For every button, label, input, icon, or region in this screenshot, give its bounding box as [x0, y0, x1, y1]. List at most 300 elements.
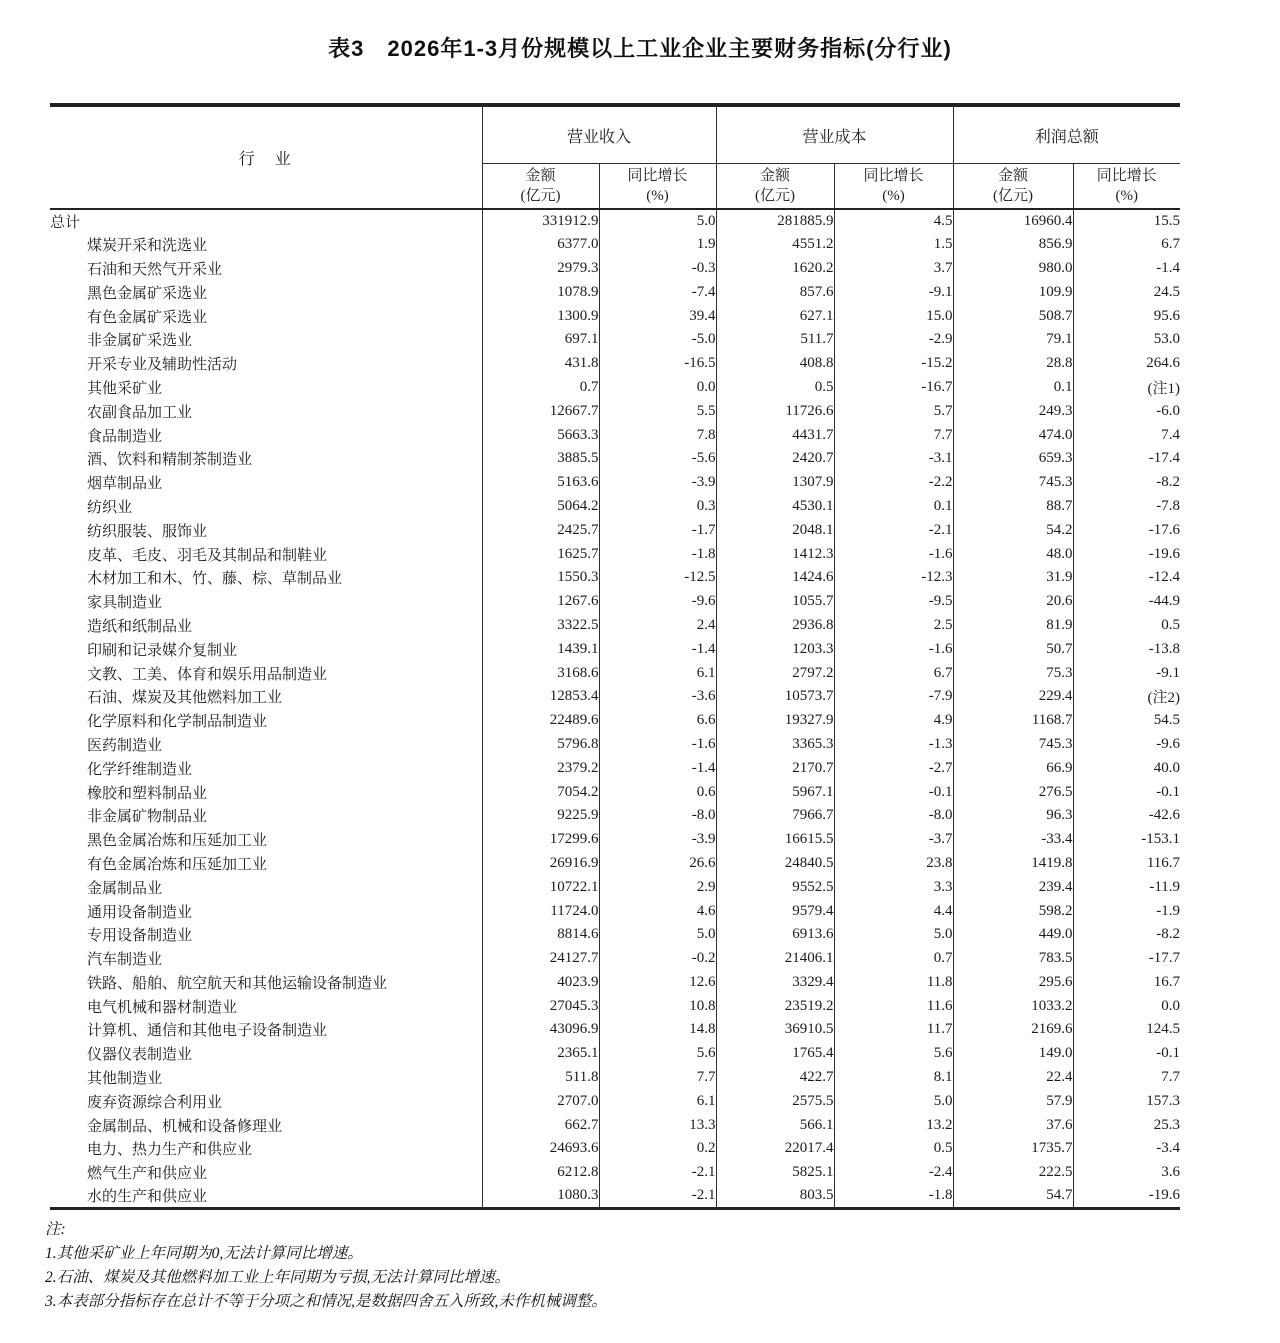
profit-growth-value: -13.8	[1073, 637, 1180, 661]
cost-amount-value: 23519.2	[716, 994, 834, 1018]
revenue-growth-value: 39.4	[599, 304, 716, 328]
table-row	[50, 899, 1180, 923]
revenue-amount-value: 1439.1	[482, 637, 599, 661]
profit-amount-value: 239.4	[953, 875, 1073, 899]
profit-amount-value: 856.9	[953, 233, 1073, 257]
industry-name: 皮革、毛皮、羽毛及其制品和制鞋业	[87, 547, 328, 564]
industry-name: 化学纤维制造业	[87, 761, 193, 778]
revenue-growth-value: 5.0	[599, 209, 716, 233]
cost-amount-value: 1412.3	[716, 542, 834, 566]
cost-growth-value: -2.7	[834, 756, 953, 780]
revenue-growth-value: 7.7	[599, 1066, 716, 1090]
table-row	[50, 971, 1180, 995]
revenue-amount-value: 17299.6	[482, 828, 599, 852]
cost-amount-value: 19327.9	[716, 709, 834, 733]
profit-growth-value: (注1)	[1073, 376, 1180, 400]
profit-amount-value: 980.0	[953, 257, 1073, 281]
cost-amount-value: 2575.5	[716, 1089, 834, 1113]
group-header-revenue: 营业收入	[482, 105, 716, 164]
cost-growth-value: -8.0	[834, 804, 953, 828]
cost-growth-value: -1.3	[834, 733, 953, 757]
profit-growth-value: -1.9	[1073, 899, 1180, 923]
revenue-growth-value: 0.3	[599, 495, 716, 519]
cost-amount-value: 22017.4	[716, 1137, 834, 1161]
profit-growth-value: -6.0	[1073, 399, 1180, 423]
cost-growth-value: -1.6	[834, 637, 953, 661]
cost-growth-value: -9.5	[834, 590, 953, 614]
table-row	[50, 209, 1180, 233]
cost-amount-value: 6913.6	[716, 923, 834, 947]
industry-name: 非金属矿采选业	[87, 333, 193, 350]
cost-amount-value: 2048.1	[716, 518, 834, 542]
profit-growth-value: -3.4	[1073, 1137, 1180, 1161]
profit-amount-value: 79.1	[953, 328, 1073, 352]
revenue-growth-value: -0.3	[599, 257, 716, 281]
cost-growth-value: 13.2	[834, 1113, 953, 1137]
cost-growth-value: 1.5	[834, 233, 953, 257]
profit-growth-value: -9.1	[1073, 661, 1180, 685]
profit-growth-value: -42.6	[1073, 804, 1180, 828]
revenue-growth-value: 12.6	[599, 971, 716, 995]
cost-growth-value: 0.7	[834, 947, 953, 971]
profit-amount-value: 37.6	[953, 1113, 1073, 1137]
profit-amount-value: 249.3	[953, 399, 1073, 423]
table-row	[50, 328, 1180, 352]
industry-name: 金属制品、机械和设备修理业	[87, 1118, 283, 1135]
table-row	[50, 923, 1180, 947]
industry-name: 纺织服装、服饰业	[87, 523, 208, 540]
industry-name: 水的生产和供应业	[87, 1189, 208, 1206]
revenue-growth-value: 14.8	[599, 1018, 716, 1042]
industry-name: 文教、工美、体育和娱乐用品制造业	[87, 666, 328, 683]
table-row	[50, 804, 1180, 828]
table-row	[50, 994, 1180, 1018]
industry-name: 其他采矿业	[87, 380, 163, 397]
industry-name: 金属制品业	[87, 880, 163, 897]
revenue-growth-value: 7.8	[599, 423, 716, 447]
growth-label: 同比增长	[1096, 168, 1157, 184]
revenue-amount-value: 5796.8	[482, 733, 599, 757]
revenue-amount-value: 697.1	[482, 328, 599, 352]
revenue-growth-value: 6.1	[599, 1089, 716, 1113]
revenue-amount-value: 1550.3	[482, 566, 599, 590]
cost-amount-value: 11726.6	[716, 399, 834, 423]
cost-amount-value: 4431.7	[716, 423, 834, 447]
industry-name: 农副食品加工业	[87, 404, 193, 421]
cost-amount-value: 1055.7	[716, 590, 834, 614]
cost-amount-value: 2936.8	[716, 614, 834, 638]
table-row	[50, 495, 1180, 519]
profit-growth-value: 54.5	[1073, 709, 1180, 733]
cost-amount-value: 3365.3	[716, 733, 834, 757]
cost-amount-value: 281885.9	[716, 209, 834, 233]
cost-growth-value: -2.4	[834, 1161, 953, 1185]
cost-amount-value: 4530.1	[716, 495, 834, 519]
profit-amount-value: 48.0	[953, 542, 1073, 566]
industry-name: 医药制造业	[87, 737, 163, 754]
profit-amount-value: 1419.8	[953, 852, 1073, 876]
profit-growth-value: -0.1	[1073, 780, 1180, 804]
table-row	[50, 471, 1180, 495]
industry-name: 专用设备制造业	[87, 928, 193, 945]
cost-growth-value: 4.5	[834, 209, 953, 233]
profit-amount-value: 31.9	[953, 566, 1073, 590]
table-row	[50, 1042, 1180, 1066]
table-row	[50, 1089, 1180, 1113]
revenue-amount-value: 3885.5	[482, 447, 599, 471]
table-row	[50, 637, 1180, 661]
profit-growth-value: 6.7	[1073, 233, 1180, 257]
revenue-amount-value: 26916.9	[482, 852, 599, 876]
profit-growth-value: 53.0	[1073, 328, 1180, 352]
growth-unit-label: (%)	[1115, 188, 1139, 204]
profit-amount-value: 449.0	[953, 923, 1073, 947]
cost-growth-header	[834, 164, 953, 210]
cost-growth-value: -7.9	[834, 685, 953, 709]
profit-growth-value: 16.7	[1073, 971, 1180, 995]
cost-growth-value: 4.4	[834, 899, 953, 923]
profit-growth-value: 24.5	[1073, 280, 1180, 304]
footnotes	[45, 1218, 1280, 1314]
table-row	[50, 257, 1180, 281]
table-body	[50, 209, 1180, 1208]
table-row	[50, 828, 1180, 852]
profit-growth-value: -153.1	[1073, 828, 1180, 852]
industry-name: 印刷和记录媒介复制业	[87, 642, 238, 659]
cost-growth-value: -9.1	[834, 280, 953, 304]
page-title: 表3 2026年1-3月份规模以上工业企业主要财务指标(分行业)	[328, 36, 952, 61]
profit-amount-value: 659.3	[953, 447, 1073, 471]
profit-amount-value: 783.5	[953, 947, 1073, 971]
profit-growth-value: -44.9	[1073, 590, 1180, 614]
cost-amount-value: 5967.1	[716, 780, 834, 804]
cost-growth-value: 7.7	[834, 423, 953, 447]
industry-name: 化学原料和化学制品制造业	[87, 714, 268, 731]
profit-growth-value: 7.4	[1073, 423, 1180, 447]
revenue-growth-value: 0.2	[599, 1137, 716, 1161]
profit-growth-value: 25.3	[1073, 1113, 1180, 1137]
cost-amount-header	[716, 164, 834, 210]
profit-growth-value: (注2)	[1073, 685, 1180, 709]
profit-growth-value: -7.8	[1073, 495, 1180, 519]
cost-growth-value: -1.8	[834, 1185, 953, 1209]
profit-growth-value: 264.6	[1073, 352, 1180, 376]
table-row	[50, 1185, 1180, 1209]
profit-amount-value: 20.6	[953, 590, 1073, 614]
cost-growth-value: 11.7	[834, 1018, 953, 1042]
revenue-amount-value: 2379.2	[482, 756, 599, 780]
profit-amount-value: 222.5	[953, 1161, 1073, 1185]
table-row	[50, 280, 1180, 304]
cost-amount-value: 857.6	[716, 280, 834, 304]
profit-amount-value: 508.7	[953, 304, 1073, 328]
revenue-amount-value: 24127.7	[482, 947, 599, 971]
revenue-amount-value: 511.8	[482, 1066, 599, 1090]
cost-amount-value: 1620.2	[716, 257, 834, 281]
table-row	[50, 661, 1180, 685]
profit-amount-value: -33.4	[953, 828, 1073, 852]
revenue-amount-value: 331912.9	[482, 209, 599, 233]
growth-unit-label: (%)	[882, 188, 905, 204]
table-row	[50, 756, 1180, 780]
cost-growth-value: -2.9	[834, 328, 953, 352]
profit-amount-value: 474.0	[953, 423, 1073, 447]
industry-name: 总计	[50, 214, 81, 231]
cost-amount-value: 9579.4	[716, 899, 834, 923]
revenue-growth-value: 1.9	[599, 233, 716, 257]
industry-name: 电气机械和器材制造业	[87, 999, 238, 1016]
table-row	[50, 542, 1180, 566]
industry-name: 纺织业	[87, 499, 133, 516]
profit-growth-value: 7.7	[1073, 1066, 1180, 1090]
cost-growth-value: 5.7	[834, 399, 953, 423]
cost-amount-value: 566.1	[716, 1113, 834, 1137]
amount-unit-label: (亿元)	[993, 188, 1034, 204]
profit-growth-value: -19.6	[1073, 542, 1180, 566]
table-row	[50, 685, 1180, 709]
profit-amount-value: 0.1	[953, 376, 1073, 400]
table-row	[50, 709, 1180, 733]
industry-column-header: 行 业	[50, 105, 482, 209]
industry-name: 通用设备制造业	[87, 904, 193, 921]
profit-amount-value: 57.9	[953, 1089, 1073, 1113]
cost-growth-value: 0.5	[834, 1137, 953, 1161]
industry-name: 电力、热力生产和供应业	[87, 1142, 253, 1159]
cost-growth-value: -16.7	[834, 376, 953, 400]
revenue-amount-value: 5663.3	[482, 423, 599, 447]
cost-amount-value: 2420.7	[716, 447, 834, 471]
cost-growth-value: 15.0	[834, 304, 953, 328]
cost-amount-value: 408.8	[716, 352, 834, 376]
cost-growth-value: 11.8	[834, 971, 953, 995]
profit-amount-value: 598.2	[953, 899, 1073, 923]
cost-growth-value: 4.9	[834, 709, 953, 733]
profit-amount-value: 276.5	[953, 780, 1073, 804]
cost-growth-value: 5.6	[834, 1042, 953, 1066]
revenue-growth-value: -3.9	[599, 828, 716, 852]
cost-growth-value: -1.6	[834, 542, 953, 566]
revenue-growth-value: -12.5	[599, 566, 716, 590]
revenue-growth-value: 10.8	[599, 994, 716, 1018]
cost-amount-value: 7966.7	[716, 804, 834, 828]
cost-growth-value: -0.1	[834, 780, 953, 804]
revenue-amount-value: 27045.3	[482, 994, 599, 1018]
revenue-growth-value: 13.3	[599, 1113, 716, 1137]
revenue-amount-value: 1080.3	[482, 1185, 599, 1209]
industry-name: 烟草制品业	[87, 476, 163, 493]
revenue-growth-value: -5.0	[599, 328, 716, 352]
revenue-growth-value: -2.1	[599, 1185, 716, 1209]
cost-amount-value: 10573.7	[716, 685, 834, 709]
cost-growth-value: 2.5	[834, 614, 953, 638]
amount-unit-label: (亿元)	[520, 188, 561, 204]
cost-amount-value: 1203.3	[716, 637, 834, 661]
revenue-amount-value: 2365.1	[482, 1042, 599, 1066]
financial-indicators-table	[50, 103, 1180, 1210]
growth-label: 同比增长	[627, 168, 688, 184]
table-row	[50, 733, 1180, 757]
profit-growth-value: -9.6	[1073, 733, 1180, 757]
revenue-amount-value: 2425.7	[482, 518, 599, 542]
profit-amount-value: 28.8	[953, 352, 1073, 376]
cost-growth-value: 3.7	[834, 257, 953, 281]
cost-amount-value: 627.1	[716, 304, 834, 328]
profit-amount-value: 149.0	[953, 1042, 1073, 1066]
revenue-growth-value: 2.9	[599, 875, 716, 899]
amount-label: 金额	[998, 168, 1029, 184]
cost-amount-value: 422.7	[716, 1066, 834, 1090]
cost-amount-value: 1424.6	[716, 566, 834, 590]
cost-growth-value: -2.1	[834, 518, 953, 542]
profit-growth-value: 0.5	[1073, 614, 1180, 638]
revenue-growth-value: -2.1	[599, 1161, 716, 1185]
profit-growth-value: -11.9	[1073, 875, 1180, 899]
revenue-amount-value: 43096.9	[482, 1018, 599, 1042]
table-row	[50, 447, 1180, 471]
revenue-growth-value: 26.6	[599, 852, 716, 876]
footnote-label: 注:	[45, 1220, 66, 1238]
industry-name: 煤炭开采和洗选业	[87, 238, 208, 255]
revenue-growth-value: -16.5	[599, 352, 716, 376]
revenue-amount-value: 0.7	[482, 376, 599, 400]
revenue-growth-value: 5.5	[599, 399, 716, 423]
industry-name: 铁路、船舶、航空航天和其他运输设备制造业	[87, 975, 388, 992]
industry-name: 石油和天然气开采业	[87, 261, 223, 278]
cost-growth-value: 6.7	[834, 661, 953, 685]
revenue-amount-value: 12667.7	[482, 399, 599, 423]
cost-amount-value: 1765.4	[716, 1042, 834, 1066]
cost-amount-value: 36910.5	[716, 1018, 834, 1042]
revenue-amount-value: 22489.6	[482, 709, 599, 733]
profit-amount-value: 88.7	[953, 495, 1073, 519]
profit-growth-header	[1073, 164, 1180, 210]
profit-amount-value: 54.2	[953, 518, 1073, 542]
table-row	[50, 875, 1180, 899]
table-row	[50, 518, 1180, 542]
revenue-amount-header	[482, 164, 599, 210]
table-row	[50, 399, 1180, 423]
industry-name: 黑色金属冶炼和压延加工业	[87, 833, 268, 850]
cost-amount-value: 2797.2	[716, 661, 834, 685]
profit-amount-header	[953, 164, 1073, 210]
revenue-growth-value: 0.0	[599, 376, 716, 400]
profit-amount-value: 745.3	[953, 471, 1073, 495]
revenue-growth-value: -9.6	[599, 590, 716, 614]
revenue-growth-value: -8.0	[599, 804, 716, 828]
profit-growth-value: -19.6	[1073, 1185, 1180, 1209]
cost-amount-value: 16615.5	[716, 828, 834, 852]
cost-amount-value: 803.5	[716, 1185, 834, 1209]
profit-amount-value: 16960.4	[953, 209, 1073, 233]
revenue-amount-value: 24693.6	[482, 1137, 599, 1161]
profit-amount-value: 96.3	[953, 804, 1073, 828]
group-header-profit: 利润总额	[953, 105, 1180, 164]
industry-name: 有色金属矿采选业	[87, 309, 208, 326]
industry-name: 仪器仪表制造业	[87, 1047, 193, 1064]
profit-growth-value: 0.0	[1073, 994, 1180, 1018]
revenue-growth-value: 2.4	[599, 614, 716, 638]
profit-growth-value: -1.4	[1073, 257, 1180, 281]
revenue-amount-value: 7054.2	[482, 780, 599, 804]
table-row	[50, 233, 1180, 257]
cost-growth-value: 5.0	[834, 1089, 953, 1113]
profit-amount-value: 81.9	[953, 614, 1073, 638]
cost-amount-value: 511.7	[716, 328, 834, 352]
profit-amount-value: 1735.7	[953, 1137, 1073, 1161]
industry-name: 石油、煤炭及其他燃料加工业	[87, 690, 283, 707]
growth-unit-label: (%)	[646, 188, 669, 204]
amount-label: 金额	[525, 168, 556, 184]
footnote-item: 3.本表部分指标存在总计不等于分项之和情况,是数据四舍五入所致,未作机械调整。	[45, 1292, 607, 1310]
revenue-growth-value: 5.6	[599, 1042, 716, 1066]
amount-label: 金额	[760, 168, 791, 184]
cost-growth-value: -3.7	[834, 828, 953, 852]
cost-growth-value: -15.2	[834, 352, 953, 376]
profit-growth-value: 157.3	[1073, 1089, 1180, 1113]
cost-amount-value: 2170.7	[716, 756, 834, 780]
profit-growth-value: -0.1	[1073, 1042, 1180, 1066]
revenue-growth-value: -1.4	[599, 637, 716, 661]
revenue-amount-value: 11724.0	[482, 899, 599, 923]
revenue-amount-value: 2707.0	[482, 1089, 599, 1113]
profit-amount-value: 229.4	[953, 685, 1073, 709]
revenue-amount-value: 9225.9	[482, 804, 599, 828]
profit-amount-value: 22.4	[953, 1066, 1073, 1090]
table-row	[50, 1066, 1180, 1090]
revenue-amount-value: 12853.4	[482, 685, 599, 709]
footnote-item: 1.其他采矿业上年同期为0,无法计算同比增速。	[45, 1244, 363, 1262]
cost-growth-value: 23.8	[834, 852, 953, 876]
table-row	[50, 352, 1180, 376]
profit-growth-value: 15.5	[1073, 209, 1180, 233]
profit-growth-value: 40.0	[1073, 756, 1180, 780]
cost-amount-value: 4551.2	[716, 233, 834, 257]
revenue-growth-value: -7.4	[599, 280, 716, 304]
revenue-amount-value: 1267.6	[482, 590, 599, 614]
revenue-amount-value: 6212.8	[482, 1161, 599, 1185]
profit-amount-value: 2169.6	[953, 1018, 1073, 1042]
table-row	[50, 614, 1180, 638]
industry-name: 黑色金属矿采选业	[87, 285, 208, 302]
table-row	[50, 566, 1180, 590]
revenue-amount-value: 1300.9	[482, 304, 599, 328]
profit-growth-value: -8.2	[1073, 923, 1180, 947]
cost-amount-value: 3329.4	[716, 971, 834, 995]
cost-amount-value: 1307.9	[716, 471, 834, 495]
profit-growth-value: 3.6	[1073, 1161, 1180, 1185]
cost-amount-value: 21406.1	[716, 947, 834, 971]
cost-growth-value: -2.2	[834, 471, 953, 495]
cost-amount-value: 0.5	[716, 376, 834, 400]
table-row	[50, 780, 1180, 804]
cost-growth-value: 3.3	[834, 875, 953, 899]
profit-amount-value: 75.3	[953, 661, 1073, 685]
industry-name: 食品制造业	[87, 428, 163, 445]
industry-name: 木材加工和木、竹、藤、棕、草制品业	[87, 571, 343, 588]
table-row	[50, 423, 1180, 447]
industry-name: 开采专业及辅助性活动	[87, 357, 238, 374]
cost-growth-value: -12.3	[834, 566, 953, 590]
table-row	[50, 1137, 1180, 1161]
table-row	[50, 947, 1180, 971]
industry-name: 非金属矿物制品业	[87, 809, 208, 826]
profit-amount-value: 1168.7	[953, 709, 1073, 733]
revenue-growth-value: 5.0	[599, 923, 716, 947]
revenue-growth-value: 0.6	[599, 780, 716, 804]
revenue-amount-value: 10722.1	[482, 875, 599, 899]
cost-growth-value: 11.6	[834, 994, 953, 1018]
industry-name: 有色金属冶炼和压延加工业	[87, 856, 268, 873]
